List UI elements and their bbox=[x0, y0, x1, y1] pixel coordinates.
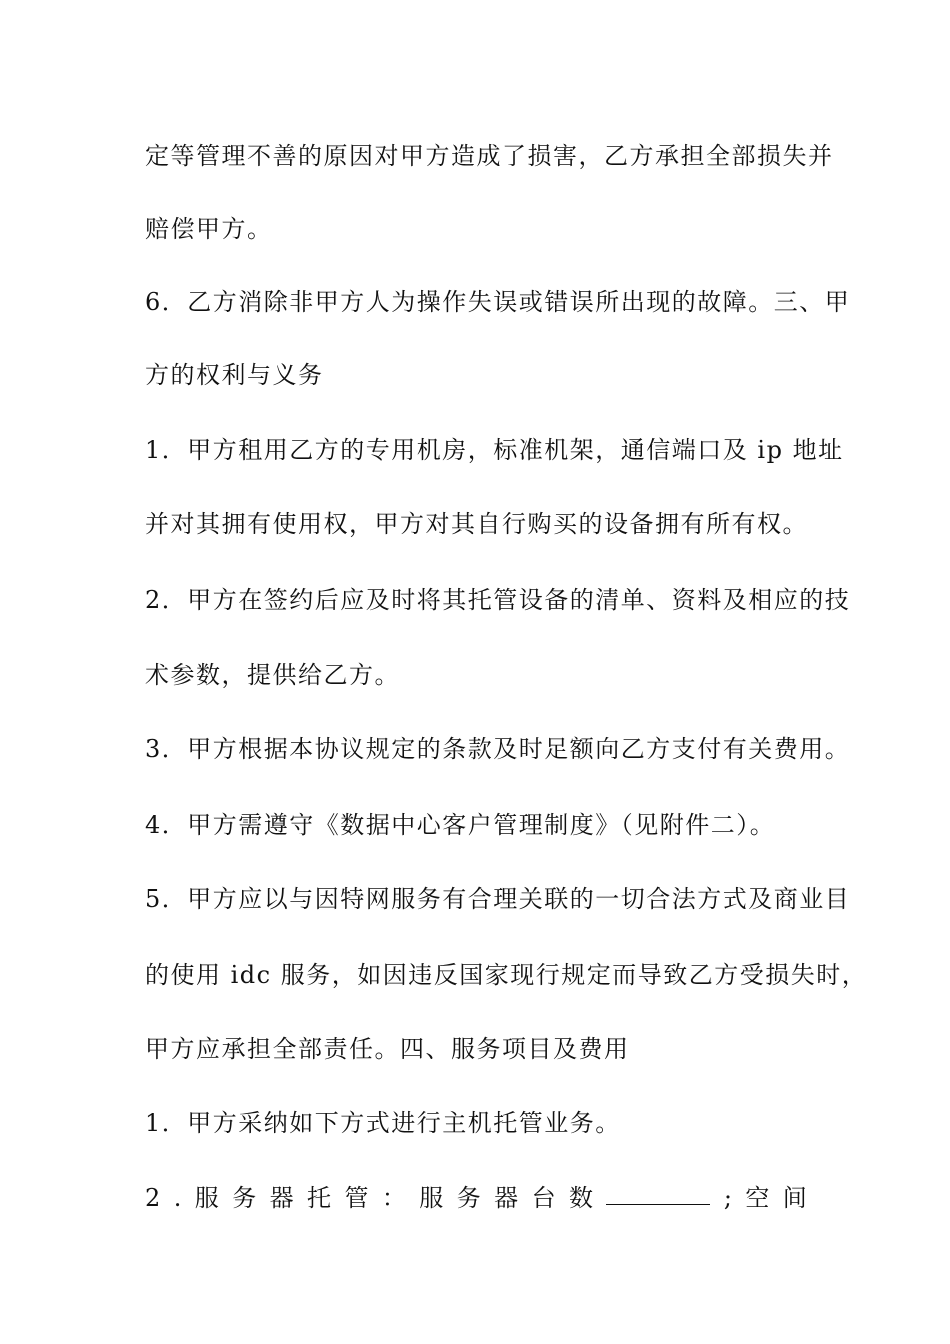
server-hosting-line bbox=[145, 1178, 807, 1218]
text-char: 托 bbox=[307, 1184, 332, 1212]
text-line: 4．甲方需遵守《数据中心客户管理制度》（见附件二）。 bbox=[145, 811, 776, 839]
text-char: 器 bbox=[269, 1184, 294, 1212]
text-char: 2 bbox=[145, 1184, 161, 1212]
text-char: 台 bbox=[531, 1184, 556, 1212]
text-char: ： bbox=[381, 1184, 406, 1212]
text-line: 3．甲方根据本协议规定的条款及时足额向乙方支付有关费用。 bbox=[145, 735, 851, 763]
text-line: 5．甲方应以与因特网服务有合理关联的一切合法方式及商业目 bbox=[145, 885, 851, 913]
text-line: 方的权利与义务 bbox=[145, 361, 324, 389]
text-line: 1．甲方租用乙方的专用机房，标准机架，通信端口及 ip 地址 bbox=[145, 436, 844, 464]
text-char: 管 bbox=[344, 1184, 369, 1212]
text-char: 务 bbox=[232, 1184, 257, 1212]
text-char: 数 bbox=[568, 1184, 593, 1212]
text-line: 定等管理不善的原因对甲方造成了损害，乙方承担全部损失并 bbox=[145, 142, 834, 170]
text-line: 1．甲方采纳如下方式进行主机托管业务。 bbox=[145, 1109, 621, 1137]
text-line: 术参数，提供给乙方。 bbox=[145, 661, 400, 689]
text-char: 服 bbox=[194, 1184, 219, 1212]
text-char: 服 bbox=[419, 1184, 444, 1212]
text-char: ; bbox=[723, 1184, 732, 1212]
text-line: 6．乙方消除非甲方人为操作失误或错误所出现的故障。三、甲 bbox=[145, 288, 851, 316]
server-count-blank bbox=[606, 1178, 710, 1205]
text-line: 并对其拥有使用权，甲方对其自行购买的设备拥有所有权。 bbox=[145, 510, 808, 538]
text-char: 空 bbox=[745, 1184, 770, 1212]
text-line: 的使用 idc 服务，如因违反国家现行规定而导致乙方受损失时， bbox=[145, 961, 868, 989]
text-char: . bbox=[173, 1184, 182, 1212]
text-line: 2．甲方在签约后应及时将其托管设备的清单、资料及相应的技 bbox=[145, 586, 851, 614]
text-line: 赔偿甲方。 bbox=[145, 215, 273, 243]
text-char: 器 bbox=[494, 1184, 519, 1212]
text-char: 间 bbox=[782, 1184, 807, 1212]
text-line: 甲方应承担全部责任。四、服务项目及费用 bbox=[145, 1035, 630, 1063]
text-char: 务 bbox=[456, 1184, 481, 1212]
